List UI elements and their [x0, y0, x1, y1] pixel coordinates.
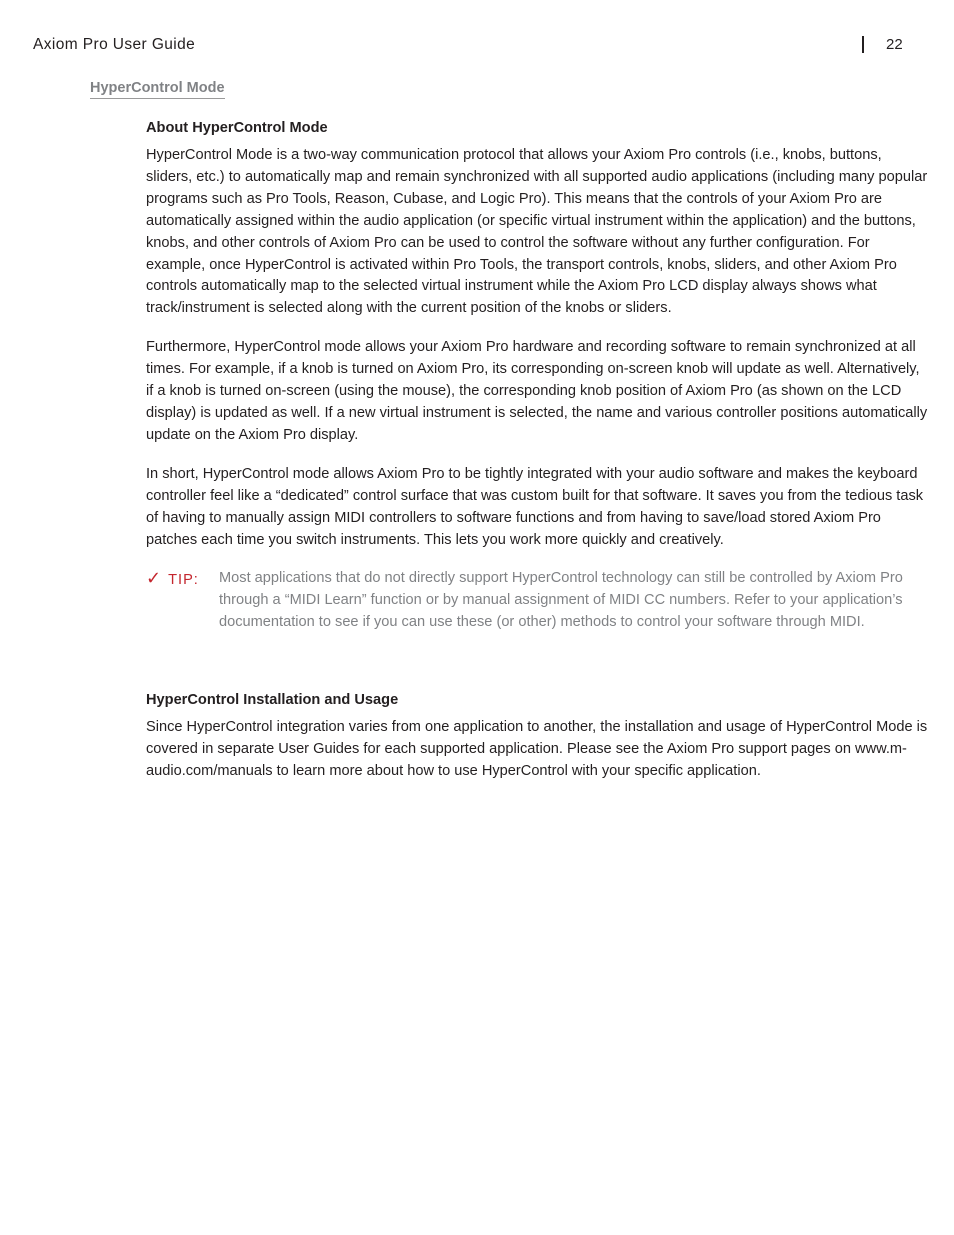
about-paragraph-2: Furthermore, HyperControl mode allows your Axiom Pro hardware and recording software to remain synchronized at all times. For example, if a knob is turned on Axiom Pro, its corresponding on-screen knob will update as well. Alternatively, if a knob is turned on-screen (using the mouse), the corresponding knob position of Axiom Pro (as shown on the LCD display) is updated as well. If a new virtual instrument is selected, the name and various controller positions automatically update on the Axiom Pro display. [146, 339, 928, 443]
tip-box [146, 568, 928, 634]
installation-heading: HyperControl Installation and Usage [146, 692, 399, 709]
tip-text: Most applications that do not directly support HyperControl technology can still be controlled by Axiom Pro through a “MIDI Learn” function or by manual assignment of MIDI CC numbers. Refer to your application’s documentation to see if you can use these (or other) methods to control your software through MIDI. [219, 570, 903, 631]
tip-label-text: TIP: [168, 572, 199, 589]
section-spacer [146, 634, 928, 690]
about-heading: About HyperControl Mode [146, 120, 328, 136]
checkmark-icon: ✓ [146, 568, 163, 589]
page-number: 22 [886, 36, 903, 53]
installation-paragraph: Since HyperControl integration varies from one application to another, the installation and usage of HyperControl Mode is covered in separate User Guides for each supported application. Please see the Axiom Pro support pages on www.m-audio.com/manuals to learn more about how to use HyperControl with your specific application. [146, 719, 928, 779]
tip-label [146, 568, 199, 592]
header-divider [862, 36, 864, 53]
section-label: HyperControl Mode [90, 80, 225, 99]
about-paragraph-3: In short, HyperControl mode allows Axiom Pro to be tightly integrated with your audio software and makes the keyboard controller feel like a “dedicated” control surface that was custom built for that software. It saves you from the tedious task of having to manually assign MIDI controllers to software functions and from having to save/load stored Axiom Pro patches each time you switch instruments. This lets you work more quickly and creatively. [146, 465, 924, 548]
document-title: Axiom Pro User Guide [33, 36, 196, 53]
about-paragraph-1: HyperControl Mode is a two-way communication protocol that allows your Axiom Pro controls (i.e., knobs, buttons, sliders, etc.) to automatically map and remain synchronized with all supported audio applications (including many popular programs such as Pro Tools, Reason, Cubase, and Logic Pro). This means that the controls of your Axiom Pro are automatically assigned within the audio application (or specific virtual instrument within the application) and the buttons, knobs, and other controls of Axiom Pro can be used to control the software without any further configuration. For example, once HyperControl is activated within Pro Tools, the transport controls, knobs, sliders, and other Axiom Pro controls automatically map to the selected virtual instrument while the Axiom Pro LCD display always shows what track/instrument is selected along with the current position of the knobs or sliders. [146, 147, 928, 317]
page-content [146, 118, 928, 800]
